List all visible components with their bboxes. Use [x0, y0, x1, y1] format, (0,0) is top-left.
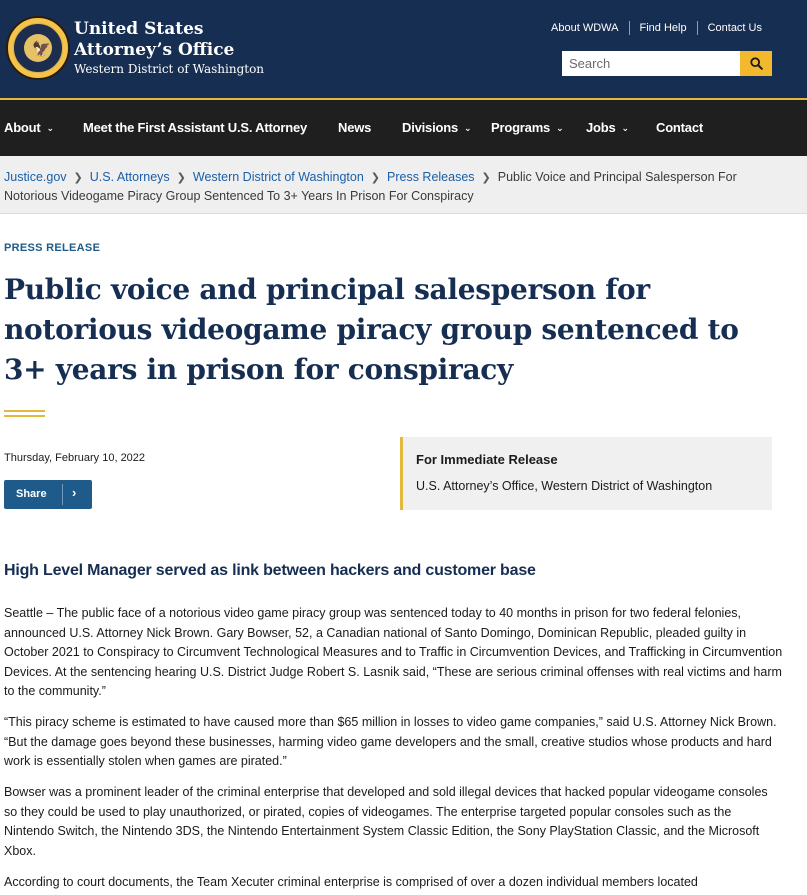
article-paragraph: Bowser was a prominent leader of the criminal enterprise that developed and sold illegal devices that hacked popular videogame consoles so they could be used to play unauthorized, or pirated, copies of videogames. The enterprise targeted popular consoles such as the Nintendo Switch, the Nintendo 3DS, the Nintendo Entertainment System Classic Edition, the Sony PlayStation Classic, and the Microsoft Xbox. — [4, 785, 768, 858]
release-date: Thursday, February 10, 2022 — [4, 452, 146, 464]
nav-jobs-label: Jobs — [586, 120, 616, 135]
chevron-down-icon: ⌄ — [556, 123, 564, 133]
chevron-down-icon: ⌄ — [46, 123, 54, 133]
press-release-label: PRESS RELEASE — [4, 242, 101, 254]
breadcrumb-current-part2: Notorious Videogame Piracy Group Sentenced To 3+ Years In Prison For Conspiracy — [4, 189, 474, 203]
chevron-right-icon: ❯ — [176, 172, 186, 184]
about-wdwa-link[interactable]: About WDWA — [551, 22, 619, 34]
search-icon — [750, 57, 763, 70]
main-nav — [0, 100, 807, 156]
nav-first-assistant-label: Meet the First Assistant U.S. Attorney — [83, 120, 308, 135]
brand-title-line2[interactable]: Attorney’s Office — [74, 40, 235, 60]
nav-divisions-label: Divisions — [402, 120, 458, 135]
article-paragraph: “This piracy scheme is estimated to have caused more than $65 million in losses to video game companies,” said U.S. Attorney Nick Brown. “But the damage goes beyond these businesses, harming video game developers and the small, creative studios whose products and hard work is essentially stolen when games are pirated.” — [4, 715, 777, 768]
title-divider — [4, 415, 45, 417]
breadcrumb-wdwa[interactable]: Western District of Washington — [192, 170, 364, 184]
breadcrumb-press-releases[interactable]: Press Releases — [387, 170, 475, 184]
eagle-icon: 🦅 — [32, 40, 51, 58]
breadcrumb-line-1 — [4, 169, 737, 186]
breadcrumb-current-part1: Public Voice and Principal Salesperson For — [497, 170, 737, 184]
chevron-right-icon: ❯ — [370, 172, 380, 184]
search-button[interactable] — [740, 51, 772, 76]
site-header — [0, 0, 807, 98]
find-help-link[interactable]: Find Help — [629, 21, 697, 35]
brand-subtitle[interactable]: Western District of Washington — [74, 62, 265, 76]
release-title: For Immediate Release — [416, 452, 558, 467]
contact-us-link[interactable]: Contact Us — [697, 21, 772, 35]
chevron-down-icon: ⌄ — [464, 123, 472, 133]
nav-news[interactable] — [338, 120, 371, 135]
utility-links — [541, 21, 772, 35]
seal-core — [24, 34, 52, 62]
breadcrumb-justice-gov[interactable]: Justice.gov — [4, 170, 67, 184]
release-info-box — [400, 437, 772, 510]
page-title: Public voice and principal salesperson for notorious videogame piracy group sentenced to 3+ years in prison for conspiracy — [4, 273, 739, 386]
breadcrumb-us-attorneys[interactable]: U.S. Attorneys — [89, 170, 170, 184]
nav-contact-label: Contact — [656, 120, 703, 135]
doj-seal-logo[interactable] — [6, 16, 70, 80]
breadcrumb — [0, 156, 807, 214]
article-paragraph: According to court documents, the Team Xecuter criminal enterprise is comprised of over a dozen individual members located — [4, 875, 698, 889]
title-divider — [4, 410, 45, 412]
release-office: U.S. Attorney’s Office, Western District of Washington — [416, 479, 713, 493]
nav-divisions[interactable] — [402, 120, 471, 135]
article-subheading: High Level Manager served as link between hackers and customer base — [4, 562, 536, 579]
share-label: Share — [16, 488, 47, 500]
chevron-right-icon: ❯ — [73, 172, 83, 184]
share-divider — [62, 484, 63, 505]
nav-about[interactable] — [4, 120, 54, 135]
seal-ring — [13, 23, 63, 73]
chevron-right-icon: › — [72, 485, 77, 500]
share-button[interactable] — [4, 480, 92, 509]
nav-news-label: News — [338, 120, 372, 135]
nav-programs-label: Programs — [491, 120, 551, 135]
chevron-down-icon: ⌄ — [621, 123, 629, 133]
nav-about-label: About — [4, 120, 41, 135]
nav-programs[interactable] — [491, 120, 563, 135]
nav-contact[interactable] — [656, 120, 703, 135]
nav-first-assistant[interactable] — [83, 120, 307, 135]
chevron-right-icon: ❯ — [481, 172, 491, 184]
article-paragraph: Seattle – The public face of a notorious video game piracy group was sentenced today to 40 months in prison for two federal felonies, announced U.S. Attorney Nick Brown. Gary Bowser, 52, a Canadian national of Santo Domingo, Dominican Republic, pleaded guilty in October 2021 to Conspiracy to Circumvent Technological Measures and to Traffic in Circumvention Devices, and Trafficking in Circumvention Devices. At the sentencing hearing U.S. District Judge Robert S. Lasnik said, “These are serious criminal offenses with real victims and harm to the community.” — [4, 606, 783, 698]
nav-jobs[interactable] — [586, 120, 629, 135]
search-input[interactable]: Search — [562, 51, 740, 76]
brand-title-line1[interactable]: United States — [74, 19, 204, 39]
